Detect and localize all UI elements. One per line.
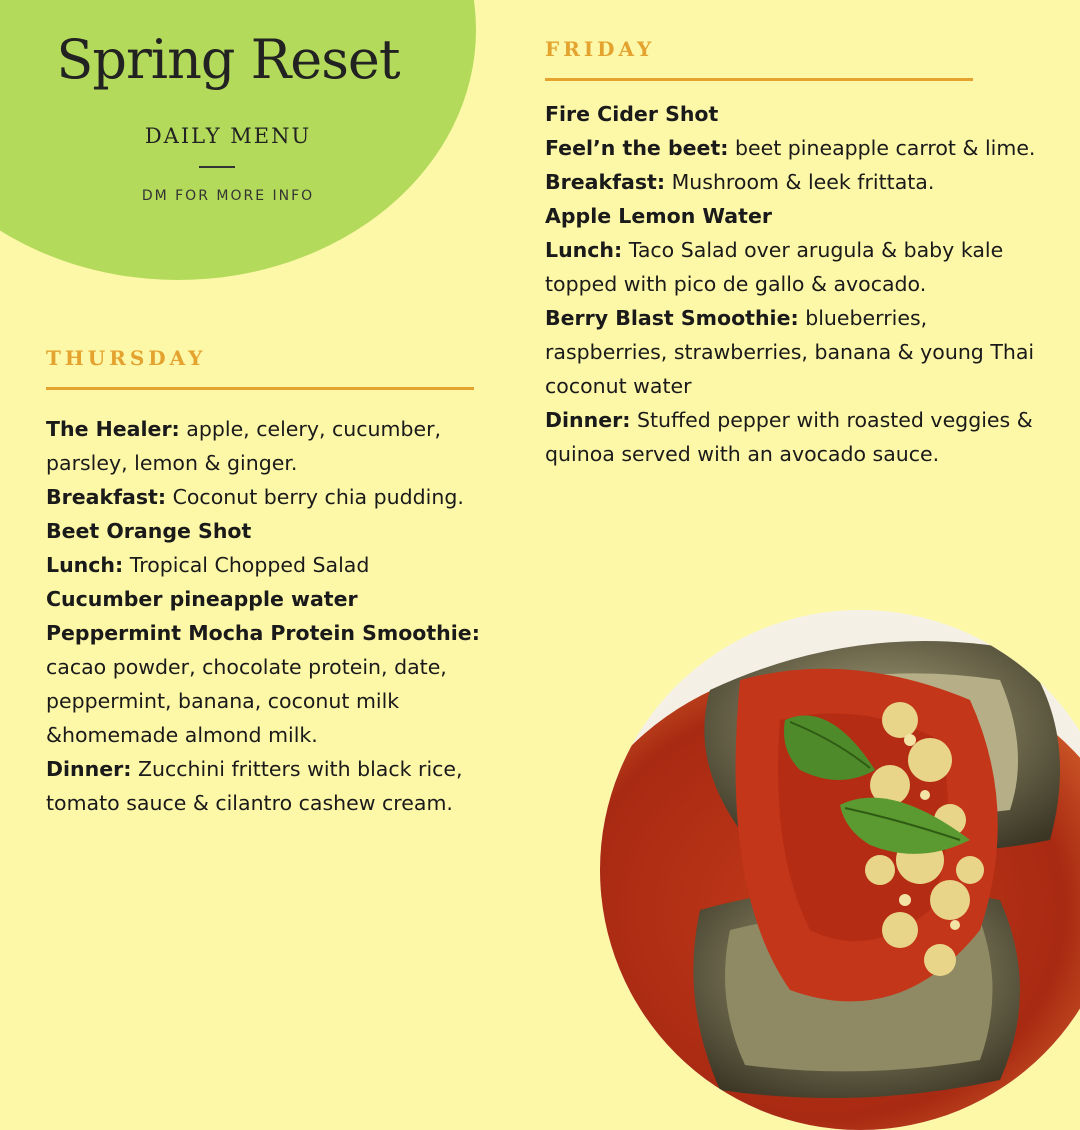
menu-item-text: Tropical Chopped Salad [123,553,370,577]
menu-item-label: Feel’n the beet: [545,136,729,160]
menu-item-text: Coconut berry chia pudding. [166,485,464,509]
menu-item-text: Mushroom & leek frittata. [665,170,935,194]
menu-item-label: Cucumber pineapple water [46,587,358,611]
stuffed-eggplant-dish-image [600,610,1080,1130]
menu-item-text: cacao powder, chocolate protein, date, peppermint, banana, coconut milk &homemade almond milk. [46,655,447,747]
menu-item-label: The Healer: [46,417,180,441]
menu-item-label: Lunch: [545,238,623,262]
menu-item [545,301,1050,403]
menu-item [46,582,516,616]
menu-item-label: Beet Orange Shot [46,519,252,543]
friday-heading: FRIDAY [545,37,656,61]
food-illustration [600,610,1080,1130]
menu-item-label: Breakfast: [545,170,666,194]
menu-item-text: Taco Salad over arugula & baby kale topped with pico de gallo & avocado. [545,238,1004,296]
friday-menu [545,97,1050,471]
menu-item-label: Breakfast: [46,485,167,509]
info-note: DM FOR MORE INFO [141,188,315,204]
menu-item [46,514,516,548]
menu-item-text: blueberries, raspberries, strawberries, banana & young Thai coconut water [545,306,1035,398]
menu-item [545,97,1050,131]
menu-item [545,199,1050,233]
menu-item-text: Zucchini fritters with black rice, tomato sauce & cilantro cashew cream. [46,757,463,815]
menu-item-label: Dinner: [46,757,132,781]
page-title: Spring Reset [56,28,400,91]
menu-item [545,165,1050,199]
menu-item [46,412,516,480]
menu-item-label: Peppermint Mocha Protein Smoothie: [46,621,480,645]
thursday-menu [46,412,516,820]
menu-item [46,616,516,752]
menu-item [545,403,1050,471]
friday-divider [545,78,973,81]
menu-item [545,131,1050,165]
thursday-heading: THURSDAY [46,346,207,370]
menu-item-label: Lunch: [46,553,124,577]
menu-item-label: Fire Cider Shot [545,102,719,126]
menu-item-text: beet pineapple carrot & lime. [728,136,1036,160]
title-divider [199,166,235,168]
menu-item [46,480,516,514]
menu-item [545,233,1050,301]
menu-item-label: Berry Blast Smoothie: [545,306,799,330]
menu-item-label: Dinner: [545,408,631,432]
menu-item-label: Apple Lemon Water [545,204,772,228]
menu-item-text: Stuffed pepper with roasted veggies & quinoa served with an avocado sauce. [545,408,1033,466]
menu-item [46,752,516,820]
page-subtitle: DAILY MENU [144,124,312,148]
menu-item-text: apple, celery, cucumber, parsley, lemon & ginger. [46,417,442,475]
menu-item [46,548,516,582]
thursday-divider [46,387,474,390]
